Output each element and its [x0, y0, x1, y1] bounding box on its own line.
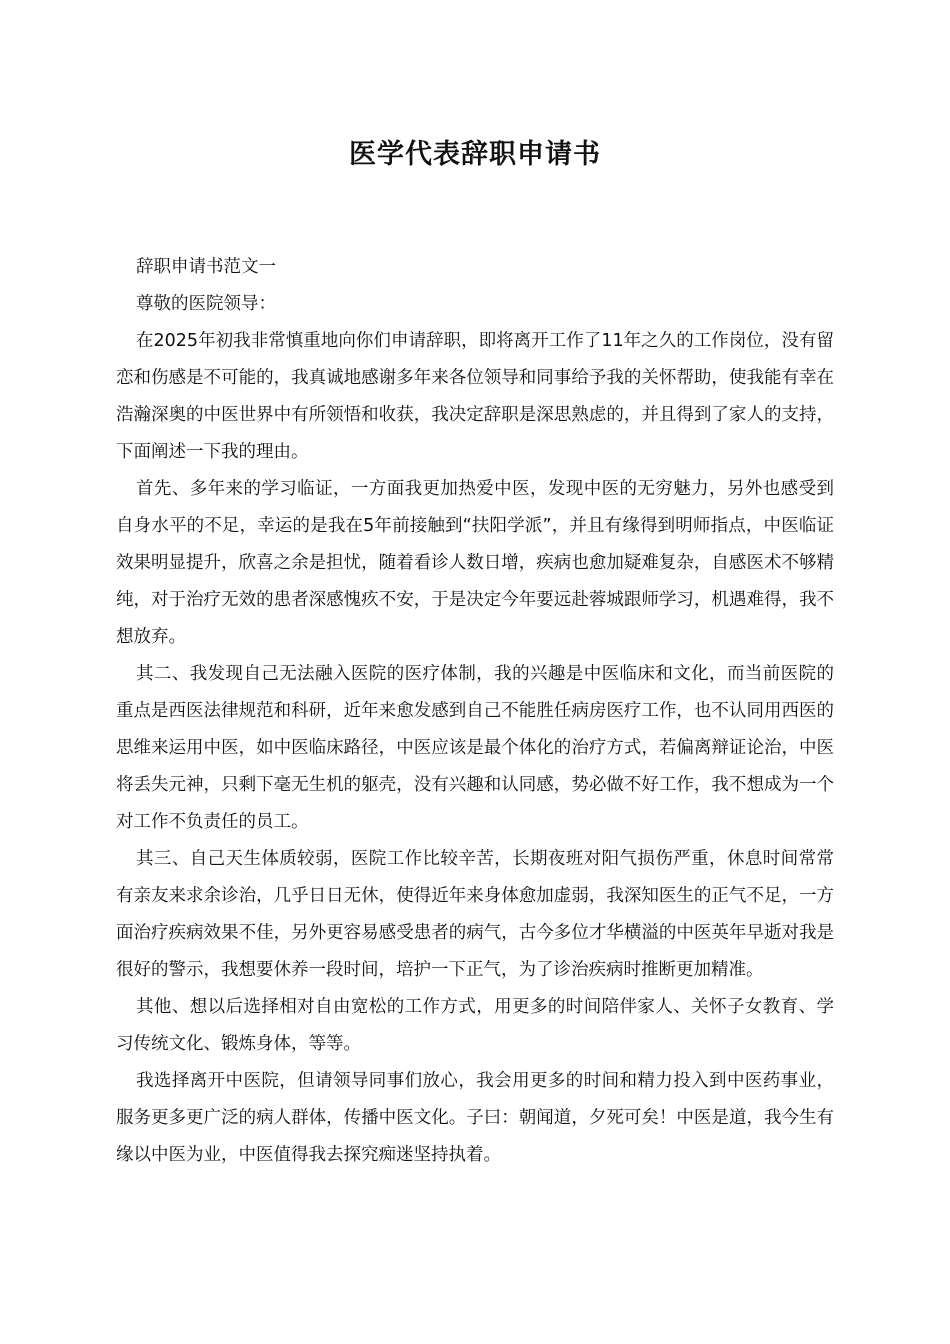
paragraph-reason-first: 首先、多年来的学习临证，一方面我更加热爱中医，发现中医的无穷魅力，另外也感受到自身水平的不足，幸运的是我在5年前接触到“扶阳学派”，并且有缘得到明师指点，中医临证效果明显提升，欣喜之余是担忧，随着看诊人数日增，疾病也愈加疑难复杂，自感医术不够精纯，对于治疗无效的患者深感愧疚不安，于是决定今年要远赴蓉城跟师学习，机遇难得，我不想放弃。	[116, 479, 834, 647]
document-title: 医学代表辞职申请书	[349, 139, 601, 170]
document-body	[116, 249, 834, 1174]
salutation: 尊敬的医院领导：	[136, 294, 276, 314]
paragraph-reason-other: 其他、想以后选择相对自由宽松的工作方式，用更多的时间陪伴家人、关怀子女教育、学习传统文化、锻炼身体，等等。	[116, 997, 834, 1054]
paragraph-intro: 在2025年初我非常慎重地向你们申请辞职，即将离开工作了11年之久的工作岗位，没有留恋和伤感是不可能的，我真诚地感谢多年来各位领导和同事给予我的关怀帮助，使我能有幸在浩瀚深奥的中医世界中有所领悟和收获，我决定辞职是深思熟虑的，并且得到了家人的支持，下面阐述一下我的理由。	[116, 331, 834, 462]
paragraph-reason-second: 其二、我发现自己无法融入医院的医疗体制，我的兴趣是中医临床和文化，而当前医院的重点是西医法律规范和科研，近年来愈发感到自己不能胜任病房医疗工作，也不认同用西医的思维来运用中医，如中医临床路径，中医应该是最个体化的治疗方式，若偏离辩证论治，中医将丢失元神，只剩下毫无生机的躯壳，没有兴趣和认同感，势必做不好工作，我不想成为一个对工作不负责任的员工。	[116, 664, 834, 832]
paragraph-closing: 我选择离开中医院，但请领导同事们放心，我会用更多的时间和精力投入到中医药事业，服务更多更广泛的病人群体，传播中医文化。子曰：朝闻道，夕死可矣！中医是道，我今生有缘以中医为业，中医值得我去探究痴迷坚持执着。	[116, 1071, 834, 1165]
section-heading: 辞职申请书范文一	[136, 257, 276, 277]
paragraph-reason-third: 其三、自己天生体质较弱，医院工作比较辛苦，长期夜班对阳气损伤严重，休息时间常常有亲友来求余诊治，几乎日日无休，使得近年来身体愈加虚弱，我深知医生的正气不足，一方面治疗疾病效果不佳，另外更容易感受患者的病气，古今多位才华横溢的中医英年早逝对我是很好的警示，我想要休养一段时间，培护一下正气，为了诊治疾病时推断更加精准。	[116, 849, 834, 980]
